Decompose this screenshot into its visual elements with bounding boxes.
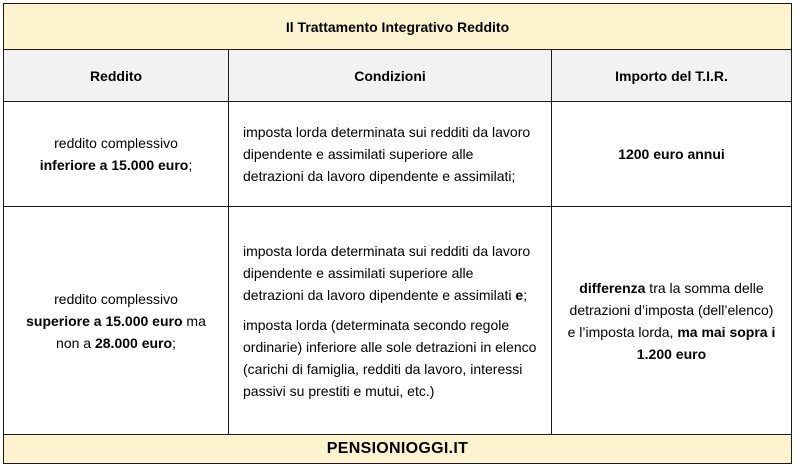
- table-header-row: [4, 50, 792, 102]
- tir-table-container: [3, 3, 791, 466]
- table-title-row: [4, 4, 792, 50]
- row2-reddito-cell: [4, 207, 229, 435]
- table-row: [4, 207, 792, 435]
- row2-importo-mid: tra la somma delle detrazioni d’imposta (dell’elenco) e l’imposta lorda,: [567, 279, 774, 340]
- table-title: Il Trattamento Integrativo Reddito: [4, 4, 792, 50]
- row1-reddito-tail: ;: [188, 157, 193, 173]
- row2-condizioni-cell: [229, 207, 552, 435]
- row1-reddito-bold: inferiore a 15.000 euro: [39, 157, 189, 173]
- row2-reddito-line1: reddito complessivo: [54, 290, 178, 307]
- header-reddito: Reddito: [4, 50, 229, 102]
- row2-condizioni-p1-text: imposta lorda determinata sui redditi da lavoro dipendente e assimilati superiore alle detrazioni da lavoro dipendente e assimilati: [243, 242, 531, 303]
- row2-reddito-mid: ma non a: [56, 312, 206, 351]
- footer-brand: PENSIONIOGGI.IT: [4, 435, 792, 464]
- row1-reddito-line1: reddito complessivo: [54, 135, 178, 151]
- row1-condizioni-cell: [229, 102, 552, 207]
- tir-table: [3, 3, 792, 464]
- row2-reddito-tail: ;: [172, 334, 176, 351]
- header-importo: Importo del T.I.R.: [552, 50, 792, 102]
- row1-importo-cell: [552, 102, 792, 207]
- row2-condizioni-p1-bold: e: [515, 286, 524, 303]
- header-condizioni: Condizioni: [229, 50, 552, 102]
- row2-condizioni-p1-tail: ;: [523, 286, 528, 303]
- row1-reddito-cell: [4, 102, 229, 207]
- table-footer-row: [4, 435, 792, 464]
- row2-importo-bold2: ma mai sopra i 1.200 euro: [636, 323, 776, 362]
- row1-importo-bold: 1200 euro annui: [618, 146, 725, 162]
- row2-condizioni-para1: [243, 240, 537, 306]
- table-row: [4, 102, 792, 207]
- row2-importo-cell: [552, 207, 792, 435]
- row2-reddito-bold1: superiore a 15.000 euro: [26, 312, 183, 329]
- row1-condizioni-text: imposta lorda determinata sui redditi da lavoro dipendente e assimilati superiore alle detrazioni da lavoro dipendente e assimilati;: [243, 124, 531, 184]
- row2-condizioni-para2: imposta lorda (determinata secondo regole ordinarie) inferiore alle sole detrazioni in elenco (carichi di famiglia, redditi da lavoro, interessi passivi su prestiti e mutui, etc.): [243, 316, 537, 399]
- row2-importo-bold1: differenza: [579, 279, 646, 296]
- row2-reddito-bold2: 28.000 euro: [94, 334, 173, 351]
